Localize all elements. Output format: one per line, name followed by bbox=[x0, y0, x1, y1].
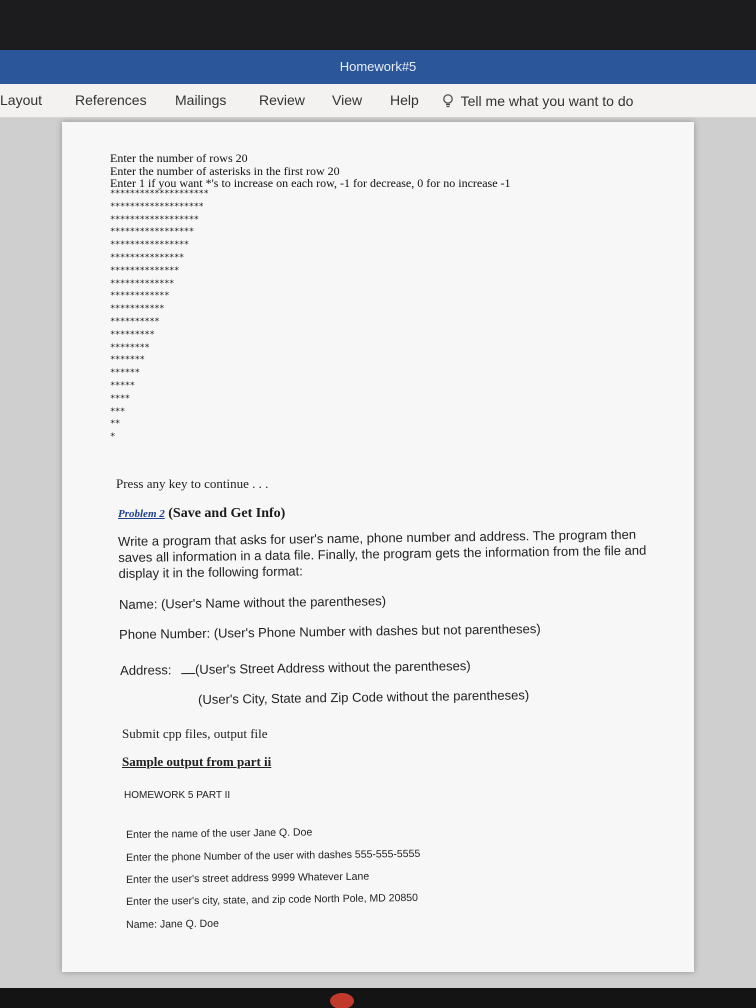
press-key-text: Press any key to continue . . . bbox=[116, 476, 269, 491]
asterisk-row: **** bbox=[110, 393, 130, 404]
tab-view[interactable]: View bbox=[332, 92, 363, 108]
asterisk-row: ******************* bbox=[110, 201, 204, 212]
asterisk-row: ******************** bbox=[110, 189, 209, 199]
asterisk-row: ****** bbox=[110, 368, 140, 379]
asterisk-row: ****************** bbox=[110, 214, 199, 225]
tab-review[interactable]: Review bbox=[259, 92, 305, 108]
problem-heading bbox=[118, 506, 285, 522]
lightbulb-icon bbox=[442, 94, 454, 108]
title-bar bbox=[0, 50, 756, 84]
tell-me-label: Tell me what you want to do bbox=[460, 93, 634, 109]
console-output bbox=[110, 152, 511, 190]
homework-heading: HOMEWORK 5 PART II bbox=[124, 790, 231, 801]
console-line: Enter the number of rows 20 bbox=[110, 151, 248, 165]
asterisk-row: ******** bbox=[110, 342, 150, 353]
asterisk-pattern bbox=[110, 188, 208, 444]
submit-instructions: Submit cpp files, output file bbox=[122, 726, 268, 741]
screen-bezel bbox=[0, 0, 756, 50]
asterisk-row: ********* bbox=[110, 329, 155, 340]
format-address-line-1: (User's Street Address without the parentheses) bbox=[194, 658, 471, 677]
ribbon-tabs bbox=[0, 84, 756, 118]
sample-output-heading: Sample output from part ii bbox=[122, 754, 272, 769]
asterisk-row: ***************** bbox=[110, 227, 194, 238]
console-line: Enter the number of asterisks in the first row 20 bbox=[110, 163, 340, 178]
problem-description: Write a program that asks for user's name, phone number and address. The program then saves all information in a data file. Finally, the program gets the information from the file and display it in the following format: bbox=[118, 526, 647, 581]
format-phone: Phone Number: (User's Phone Number with dashes but not parentheses) bbox=[119, 621, 541, 642]
underline-blank bbox=[181, 673, 195, 674]
asterisk-row: *********** bbox=[110, 304, 165, 315]
problem-label: Problem 2 bbox=[118, 508, 165, 520]
sample-output-line: Enter the name of the user Jane Q. Doe bbox=[126, 826, 313, 841]
sample-output-line: Name: Jane Q. Doe bbox=[126, 917, 219, 931]
document-page[interactable] bbox=[62, 122, 694, 972]
asterisk-row: **************** bbox=[110, 240, 189, 251]
taskbar-app-icon[interactable] bbox=[330, 993, 354, 1008]
taskbar bbox=[0, 988, 756, 1008]
asterisk-row: * bbox=[110, 432, 115, 443]
format-address bbox=[120, 658, 471, 678]
asterisk-row: ************ bbox=[110, 291, 170, 302]
tab-references[interactable]: References bbox=[75, 92, 147, 108]
asterisk-row: ********** bbox=[110, 316, 160, 327]
sample-output-line: Enter the phone Number of the user with dashes 555-555-5555 bbox=[126, 847, 421, 864]
tab-layout[interactable]: Layout bbox=[0, 92, 43, 108]
sample-output-line: Enter the user's city, state, and zip code North Pole, MD 20850 bbox=[126, 891, 419, 908]
format-address-line-2: (User's City, State and Zip Code without the parentheses) bbox=[198, 687, 530, 707]
console-line: Enter 1 if you want *'s to increase on each row, -1 for decrease, 0 for no increase -1 bbox=[110, 176, 511, 190]
problem-title: (Save and Get Info) bbox=[168, 506, 286, 521]
document-title: Homework#5 bbox=[339, 59, 417, 74]
asterisk-row: ** bbox=[110, 419, 120, 430]
format-address-label: Address: bbox=[120, 662, 172, 678]
asterisk-row: ***** bbox=[110, 380, 135, 391]
tab-help[interactable]: Help bbox=[390, 92, 419, 108]
format-name: Name: (User's Name without the parentheses) bbox=[119, 593, 387, 612]
asterisk-row: *** bbox=[110, 406, 125, 417]
sample-output-line: Enter the user's street address 9999 Whatever Lane bbox=[126, 870, 370, 886]
asterisk-row: ******* bbox=[110, 355, 145, 366]
tab-mailings[interactable]: Mailings bbox=[175, 92, 227, 108]
asterisk-row: *************** bbox=[110, 252, 184, 263]
asterisk-row: ************** bbox=[110, 265, 179, 276]
tell-me-search[interactable] bbox=[442, 93, 633, 109]
asterisk-row: ************* bbox=[110, 278, 174, 289]
